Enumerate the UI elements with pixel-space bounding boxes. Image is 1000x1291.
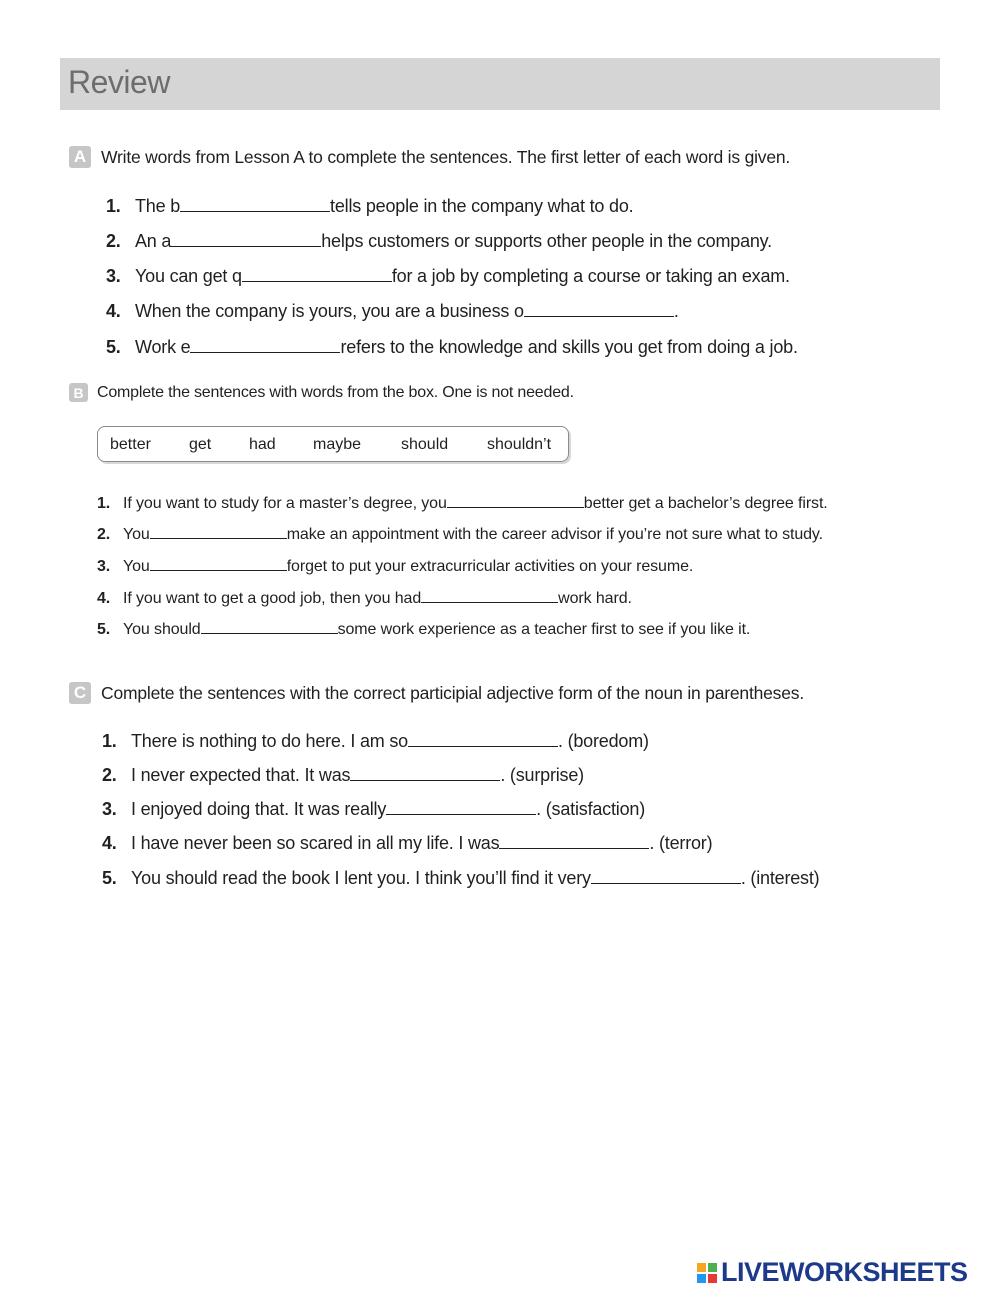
word-box — [97, 426, 569, 462]
section-c-badge: C — [69, 682, 91, 704]
word-box-item: better — [110, 436, 151, 453]
answer-blank[interactable] — [201, 632, 338, 634]
page-title: Review — [68, 64, 170, 100]
answer-blank[interactable] — [350, 779, 500, 781]
answer-blank[interactable] — [190, 351, 340, 353]
liveworksheets-logo — [697, 1257, 968, 1288]
list-item: 5. You should read the book I lent you. I think you’ll find it very . (interest) — [102, 868, 820, 888]
answer-blank[interactable] — [421, 601, 558, 603]
list-item: 2. An a helps customers or supports other people in the company. — [106, 231, 772, 251]
logo-text: LIVEWORKSHEETS — [721, 1257, 968, 1287]
list-item: 3. I enjoyed doing that. It was really . (satisfaction) — [102, 799, 645, 819]
list-item: 1. There is nothing to do here. I am so . (boredom) — [102, 731, 649, 751]
answer-blank[interactable] — [180, 210, 330, 212]
section-a-header — [69, 146, 790, 168]
list-item: 1. The b tells people in the company what to do. — [106, 196, 634, 216]
answer-blank[interactable] — [591, 882, 741, 884]
list-item: 4. If you want to get a good job, then you had work hard. — [97, 590, 632, 607]
list-item: 2. I never expected that. It was . (surprise) — [102, 765, 584, 785]
header-bar — [60, 58, 940, 110]
answer-blank[interactable] — [171, 245, 321, 247]
answer-blank[interactable] — [242, 280, 392, 282]
section-a-badge: A — [69, 146, 91, 168]
answer-blank[interactable] — [150, 569, 287, 571]
word-box-item: had — [249, 436, 276, 453]
list-item: 5. Work e refers to the knowledge and skills you get from doing a job. — [106, 337, 798, 357]
section-b-instruction: Complete the sentences with words from the box. One is not needed. — [97, 383, 574, 401]
answer-blank[interactable] — [499, 847, 649, 849]
answer-blank[interactable] — [386, 813, 536, 815]
answer-blank[interactable] — [150, 537, 287, 539]
list-item: 2. You make an appointment with the career advisor if you’re not sure what to study. — [97, 526, 823, 543]
word-box-item: should — [401, 436, 449, 453]
list-item: 1. If you want to study for a master’s degree, you better get a bachelor’s degree first. — [97, 495, 828, 512]
list-item: 3. You can get q for a job by completing a course or taking an exam. — [106, 266, 790, 286]
answer-blank[interactable] — [408, 745, 558, 747]
section-c-instruction: Complete the sentences with the correct participial adjective form of the noun in parentheses. — [101, 682, 804, 703]
section-b-badge: B — [69, 383, 88, 402]
section-a-instruction: Write words from Lesson A to complete the sentences. The first letter of each word is given. — [101, 146, 791, 167]
word-box-item: maybe — [313, 436, 362, 453]
answer-blank[interactable] — [447, 506, 584, 508]
section-b-header — [69, 383, 574, 402]
logo-icon — [697, 1263, 717, 1283]
answer-blank[interactable] — [524, 315, 674, 317]
section-c-header — [69, 682, 804, 704]
word-box-item: shouldn’t — [487, 436, 552, 453]
list-item: 4. When the company is yours, you are a business o . — [106, 301, 679, 321]
list-item: 5. You should some work experience as a teacher first to see if you like it. — [97, 621, 751, 638]
list-item: 3. You forget to put your extracurricular activities on your resume. — [97, 558, 694, 575]
list-item: 4. I have never been so scared in all my life. I was . (terror) — [102, 833, 713, 853]
word-box-item: get — [189, 436, 212, 453]
